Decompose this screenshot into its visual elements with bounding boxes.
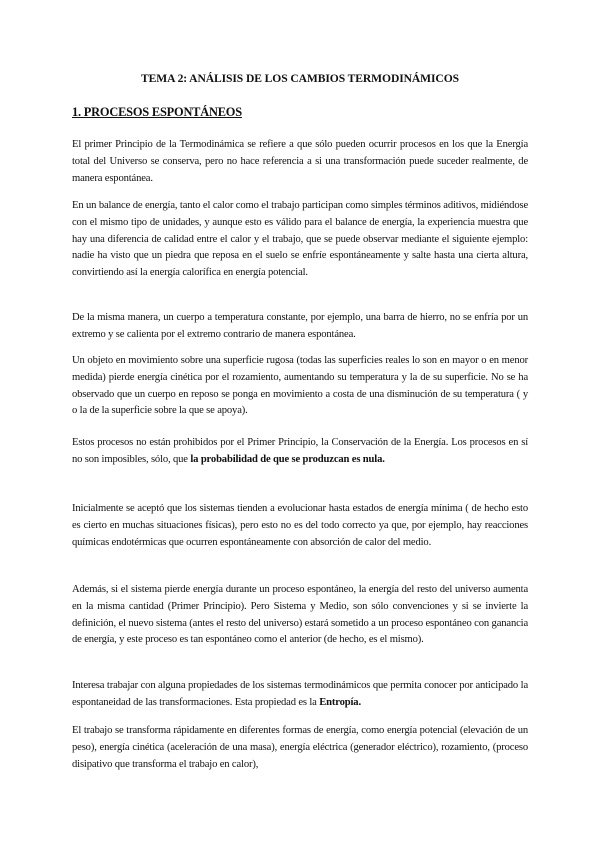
paragraph-work-transformation: El trabajo se transforma rápidamente en diferentes formas de energía, como energía potencial (elevación de un peso), energía cinética (aceleración de una masa), energía eléctrica (generador eléctrico), rozamiento, (proceso disipativo que transforma el trabajo en calor),	[72, 725, 528, 770]
paragraph-not-prohibited-text: Estos procesos no están prohibidos por el Primer Principio, la Conservación de la Energía. Los procesos en sí no son imposibles, sólo, que	[72, 437, 528, 465]
paragraph-entropy-text: Interesa trabajar con alguna propiedades de los sistemas termodinámicos que permita conocer por anticipado la espontaneidad de las transformaciones. Esta propiedad es la	[72, 680, 528, 708]
paragraph-rough-surface: Un objeto en movimiento sobre una superficie rugosa (todas las superficies reales lo son en mayor o en menor medida) pierde energía cinética por el rozamiento, aumentando su temperatura y la de su superficie. No se ha observado que un cuerpo en reposo se ponga en movimiento a costa de una disminución de su temperatura ( y o la de la superficie sobre la que se apoya).	[72, 355, 528, 417]
paragraph-entropy-bold: Entropía.	[319, 696, 361, 708]
paragraph-not-prohibited	[72, 435, 528, 469]
paragraph-minimum-energy: Inicialmente se aceptó que los sistemas tienden a evolucionar hasta estados de energía mínima ( de hecho esto es cierto en muchas situaciones físicas), pero esto no es del todo correcto ya que, por ejemplo, hay reacciones químicas endotérmicas que ocurren espontáneamente con absorción de calor del medio.	[72, 503, 528, 548]
paragraph-entropy	[72, 678, 528, 712]
paragraph-iron-bar: De la misma manera, un cuerpo a temperatura constante, por ejemplo, una barra de hierro, no se enfría por un extremo y se calienta por el extremo contrario de manera espontánea.	[72, 312, 528, 340]
document-title: TEMA 2: ANÁLISIS DE LOS CAMBIOS TERMODINÁMICOS	[141, 72, 459, 85]
paragraph-first-principle: El primer Principio de la Termodinámica se refiere a que sólo pueden ocurrir procesos en los que la Energía total del Universo se conserva, pero no hace referencia a si una transformación puede suceder realmente, de manera espontánea.	[72, 139, 528, 184]
paragraph-energy-balance: En un balance de energía, tanto el calor como el trabajo participan como simples términos aditivos, midiéndose con el mismo tipo de unidades, y aunque esto es válido para el balance de energía, la experiencia muestra que hay una diferencia de calidad entre el calor y el trabajo, que se puede observar mediante el siguiente ejemplo: nadie ha visto que un piedra que reposa en el suelo se enfríe espontáneamente y salte hasta una cierta altura, convirtiendo así la energía calorífica en energía potencial.	[72, 200, 528, 279]
section-heading: 1. PROCESOS ESPONTÁNEOS	[72, 105, 242, 119]
paragraph-not-prohibited-bold: la probabilidad de que se produzcan es nula.	[190, 453, 385, 465]
paragraph-system-medium: Además, si el sistema pierde energía durante un proceso espontáneo, la energía del resto del universo aumenta en la misma cantidad (Primer Principio). Pero Sistema y Medio, son sólo convenciones y si se invierte la definición, el nuevo sistema (antes el resto del universo) estará sometido a un proceso espontáneo con ganancia de energía, y este proceso es tan espontáneo como el anterior (de hecho, es el mismo).	[72, 584, 528, 646]
